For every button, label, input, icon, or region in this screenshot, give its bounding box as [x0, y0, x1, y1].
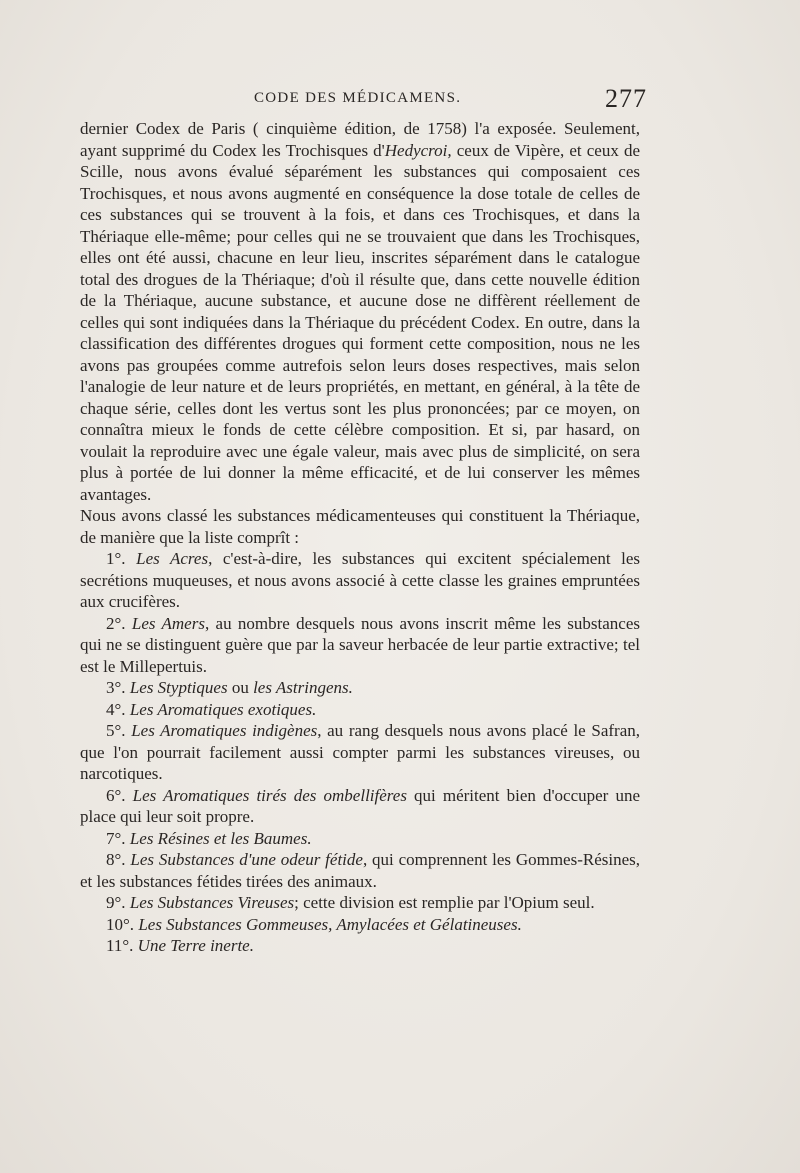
list-heading: Les Aromatiques indigènes: [131, 721, 318, 740]
list-number: 8°.: [106, 850, 126, 869]
list-number: 1°.: [106, 549, 126, 568]
page-header: [82, 84, 647, 116]
list-item: [80, 548, 640, 613]
list-heading: Une Terre inerte.: [137, 936, 254, 955]
list-item: [80, 677, 640, 699]
list-text: ou: [227, 678, 254, 697]
list-number: 10°.: [106, 914, 135, 934]
list-number: 3°.: [106, 678, 126, 697]
list-heading: Les Substances d'une odeur fétide: [130, 850, 363, 869]
list-item: [80, 935, 640, 957]
list-item: [80, 613, 640, 678]
list-heading-2: les Astringens.: [253, 678, 353, 697]
list-heading: Les Amers: [131, 613, 205, 633]
list-heading: Les Substances Vireuses: [129, 893, 295, 912]
list-number: 4°.: [106, 699, 126, 719]
list-heading: Les Styptiques: [129, 678, 228, 697]
list-heading: Les Résines et les Baumes.: [129, 828, 312, 848]
list-heading: Les Aromatiques exotiques.: [129, 699, 317, 719]
list-number: 5°.: [106, 721, 126, 740]
list-text: , qui comprennent les Gommes-Résines, et les substances fétides tirées des animaux.: [80, 850, 641, 891]
paragraph-1-text-after: ceux de Vipère, et ceux de Scille, nous avons évalué séparément les substances qui composaient ces Trochisques, et nous avons augmenté en conséquence la dose totale de celles de ces substances qui se trouvent à la fois, et dans ces Trochisques, et dans la Thériaque elle-même; pour celles qui ne se trouvaient que dans les Trochisques, elles ont été aussi, chacune en leur lieu, inscrites séparément dans le catalogue total des drogues de la Thériaque; d'où il résulte que, dans cette nouvelle édition de la Thériaque, aucune substance, et aucune dose ne diffèrent réellement de celles qui sont indiquées dans la Thériaque du précédent Codex. En outre, dans la classification des différentes drogues qui forment cette composition, nous ne les avons pas groupées comme autrefois selon leurs doses respectives, mais selon l'analogie de leur nature et de leurs propriétés, en mettant, en général, à la tête de chaque série, celles dont les vertus sont les plus prononcées; par ce moyen, on connaîtra mieux le fonds de cette célèbre composition. Et si, par hasard, on voulait la reproduire avec une égale valeur, mais avec plus de simplicité, on sera plus à portée de lui donner la même efficacité, et de lui conserver les mêmes avantages.: [80, 140, 640, 504]
paragraph-1: [80, 118, 640, 505]
paragraph-2-text: Nous avons classé les substances médicamenteuses qui constituent la Thériaque, de manière que la liste comprît :: [80, 506, 640, 547]
page-number: 277: [605, 84, 647, 113]
list-heading: Les Aromatiques tirés des ombellifères: [132, 785, 407, 805]
list-number: 2°.: [106, 613, 126, 633]
list-text: , au nombre desquels nous avons inscrit même les substances qui ne se distinguent guère que par la saveur herbacée de leur partie extractive; tel est le Millepertuis.: [80, 613, 641, 676]
list-number: 7°.: [106, 828, 126, 848]
list-text: qui méritent bien d'occuper une place qui leur soit propre.: [80, 785, 640, 826]
list-number: 9°.: [106, 893, 126, 912]
paragraph-2: [80, 505, 640, 548]
list-item: [80, 914, 640, 936]
paragraph-1-italic: Hedycroi,: [384, 140, 452, 160]
list-number: 6°.: [106, 785, 126, 805]
list-item: [80, 699, 640, 721]
list-item: [80, 849, 640, 892]
list-text: , c'est-à-dire, les substances qui excitent spécialement les secrétions muqueuses, et nous avons associé à cette classe les graines empruntées aux crucifères.: [80, 549, 641, 611]
list-heading: Les Acres: [136, 549, 209, 568]
body-text: [80, 118, 640, 957]
list-text: , au rang desquels nous avons placé le Safran, que l'on pourrait facilement aussi compter parmi les substances vireuses, ou narcotiques.: [80, 721, 640, 783]
paragraph-1-text: dernier Codex de Paris ( cinquième édition, de 1758) l'a exposée. Seulement, ayant supprimé du Codex les Trochisques d': [80, 119, 640, 160]
list-text: ; cette division est remplie par l'Opium seul.: [294, 893, 595, 912]
list-heading: Les Substances Gommeuses, Amylacées et Gélatineuses.: [138, 914, 522, 934]
list-item: [80, 828, 640, 850]
list-number: 11°.: [106, 936, 134, 955]
running-title: CODE DES MÉDICAMENS.: [254, 90, 462, 106]
list-item: [80, 785, 640, 828]
list-item: [80, 720, 640, 785]
list-item: [80, 892, 640, 914]
